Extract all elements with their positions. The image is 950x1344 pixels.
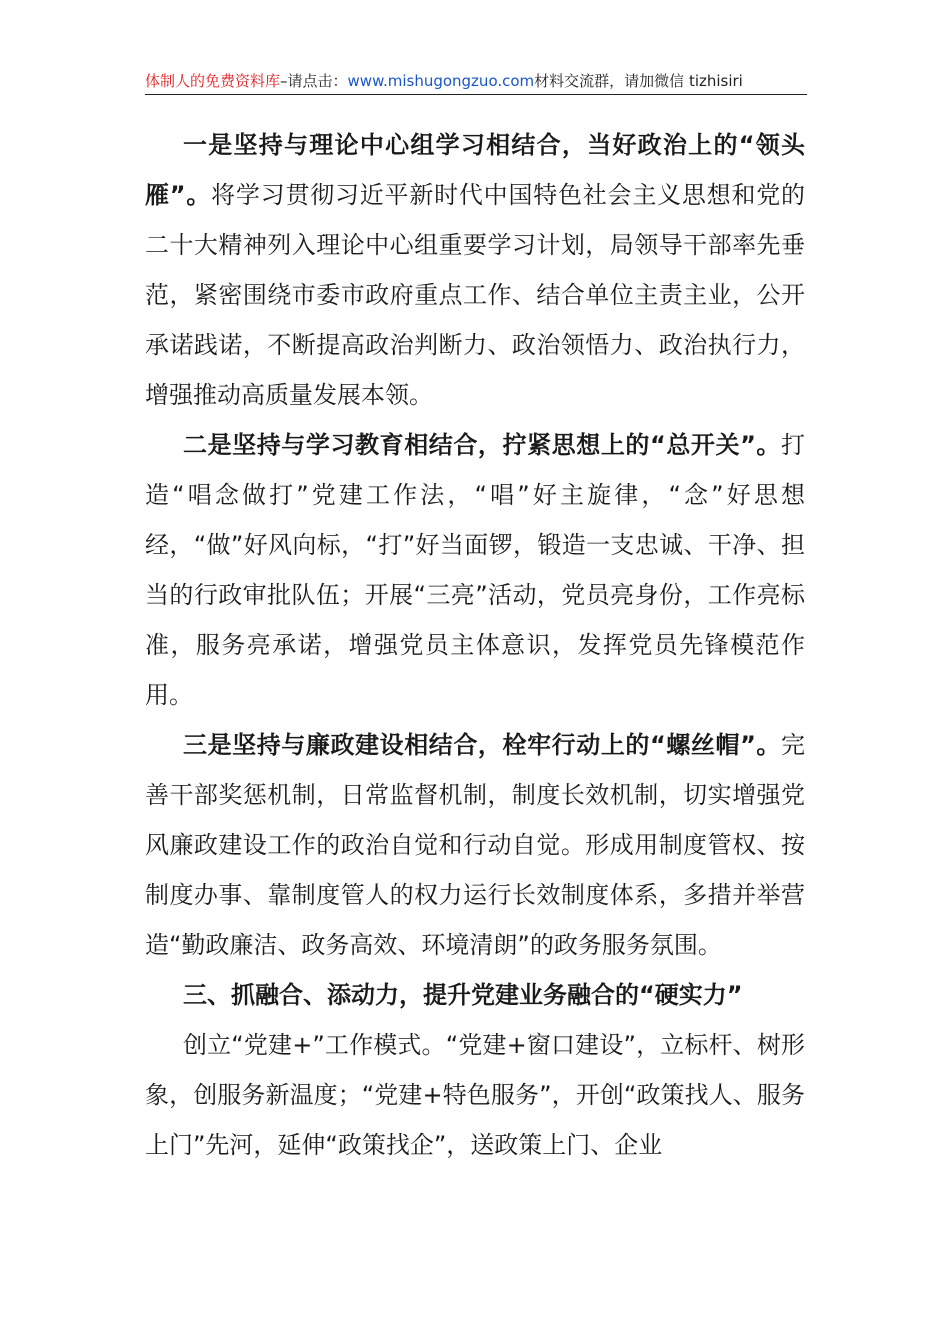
paragraph-2-body: 打造“唱念做打”党建工作法，“唱”好主旋律，“念”好思想经，“做”好风向标，“打”好当面锣，锻造一支忠诚、干净、担当的行政审批队伍；开展“三亮”活动，党员亮身份，工作亮标准，服务亮承诺，增强党员主体意识，发挥党员先锋模范作用。: [145, 431, 805, 709]
paragraph-1-body: 将学习贯彻习近平新时代中国特色社会主义思想和党的二十大精神列入理论中心组重要学习计划，局领导干部率先垂范，紧密围绕市委市政府重点工作、结合单位主责主业，公开承诺践诺，不断提高政治判断力、政治领悟力、政治执行力，增强推动高质量发展本领。: [145, 181, 805, 409]
header-note: 材料交流群，请加微信 tizhisiri: [534, 72, 743, 90]
paragraph-3: [145, 720, 805, 970]
header-site-name: 体制人的免费资料库: [145, 72, 281, 90]
header-url-link[interactable]: www.mishugongzuo.com: [347, 72, 535, 90]
header-prompt: –请点击：: [280, 72, 348, 90]
paragraph-3-body: 完善干部奖惩机制，日常监督机制，制度长效机制，切实增强党风廉政建设工作的政治自觉和行动自觉。形成用制度管权、按制度办事、靠制度管人的权力运行长效制度体系，多措并举营造“勤政廉洁、政务高效、环境清朗”的政务服务氛围。: [145, 731, 805, 959]
paragraph-2: [145, 420, 805, 720]
document-body: [145, 120, 805, 1170]
paragraph-1: [145, 120, 805, 420]
page-header: [145, 68, 807, 95]
paragraph-2-lead: 二是坚持与学习教育相结合，拧紧思想上的“总开关”。: [183, 431, 781, 459]
paragraph-3-lead: 三是坚持与廉政建设相结合，栓牢行动上的“螺丝帽”。: [183, 731, 781, 759]
paragraph-1-lead: 一是坚持与理论中心组学习相结合，当好政治上的“领头雁”。: [145, 131, 805, 209]
paragraph-4: 创立“党建+”工作模式。“党建+窗口建设”，立标杆、树形象，创服务新温度；“党建+特色服务”，开创“政策找人、服务上门”先河，延伸“政策找企”，送政策上门、企业: [145, 1031, 805, 1159]
section-heading: 三、抓融合、添动力，提升党建业务融合的“硬实力”: [183, 981, 743, 1009]
